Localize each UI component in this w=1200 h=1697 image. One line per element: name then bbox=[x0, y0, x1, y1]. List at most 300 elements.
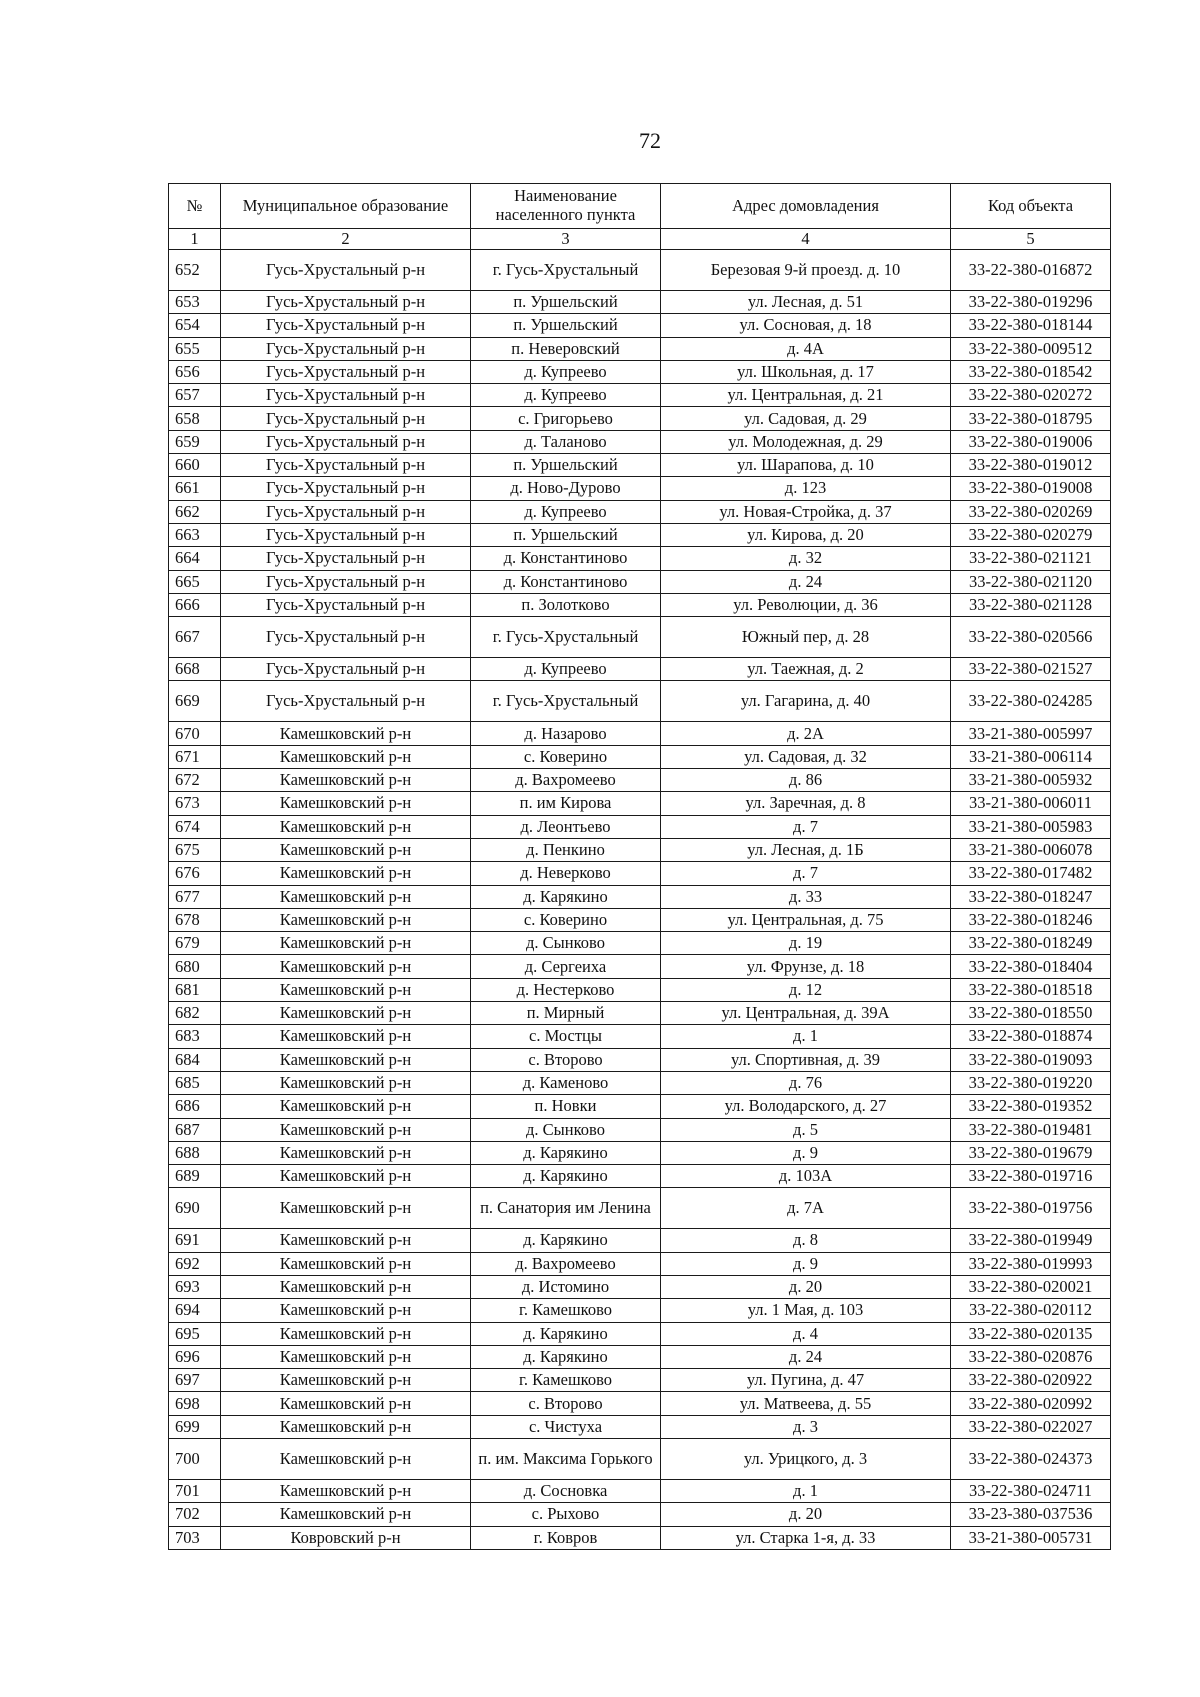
object-code-cell: 33-22-380-017482 bbox=[951, 862, 1111, 885]
row-number: 685 bbox=[169, 1071, 221, 1094]
address-cell: д. 20 bbox=[661, 1275, 951, 1298]
address-cell: д. 9 bbox=[661, 1252, 951, 1275]
table-row bbox=[169, 838, 1111, 861]
municipality-cell: Гусь-Хрустальный р-н bbox=[221, 407, 471, 430]
municipality-cell: Гусь-Хрустальный р-н bbox=[221, 250, 471, 291]
municipality-cell: Камешковский р-н bbox=[221, 792, 471, 815]
table-row bbox=[169, 1369, 1111, 1392]
row-number: 657 bbox=[169, 384, 221, 407]
municipality-cell: Камешковский р-н bbox=[221, 1025, 471, 1048]
table-row bbox=[169, 908, 1111, 931]
settlement-cell: д. Нестерково bbox=[471, 978, 661, 1001]
table-row bbox=[169, 500, 1111, 523]
municipality-cell: Камешковский р-н bbox=[221, 1229, 471, 1252]
address-cell: д. 1 bbox=[661, 1480, 951, 1503]
municipality-cell: Камешковский р-н bbox=[221, 1095, 471, 1118]
table-row bbox=[169, 1322, 1111, 1345]
object-code-cell: 33-22-380-018144 bbox=[951, 314, 1111, 337]
header-municipality: Муниципальное образование bbox=[221, 184, 471, 229]
object-code-cell: 33-22-380-019679 bbox=[951, 1141, 1111, 1164]
settlement-cell: д. Карякино bbox=[471, 885, 661, 908]
object-code-cell: 33-22-380-019296 bbox=[951, 291, 1111, 314]
row-number: 671 bbox=[169, 745, 221, 768]
settlement-cell: п. Уршельский bbox=[471, 314, 661, 337]
settlement-cell: д. Купреево bbox=[471, 500, 661, 523]
settlement-cell: п. Уршельский bbox=[471, 523, 661, 546]
settlement-cell: д. Карякино bbox=[471, 1141, 661, 1164]
settlement-cell: п. им. Максима Горького bbox=[471, 1439, 661, 1480]
municipality-cell: Гусь-Хрустальный р-н bbox=[221, 360, 471, 383]
row-number: 658 bbox=[169, 407, 221, 430]
table-row bbox=[169, 1165, 1111, 1188]
address-cell: ул. Таежная, д. 2 bbox=[661, 658, 951, 681]
address-cell: д. 5 bbox=[661, 1118, 951, 1141]
row-number: 654 bbox=[169, 314, 221, 337]
row-number: 695 bbox=[169, 1322, 221, 1345]
row-number: 702 bbox=[169, 1503, 221, 1526]
table-row bbox=[169, 617, 1111, 658]
object-code-cell: 33-22-380-021121 bbox=[951, 547, 1111, 570]
municipality-cell: Камешковский р-н bbox=[221, 908, 471, 931]
object-code-cell: 33-22-380-019006 bbox=[951, 430, 1111, 453]
address-cell: ул. Урицкого, д. 3 bbox=[661, 1439, 951, 1480]
object-code-cell: 33-22-380-019220 bbox=[951, 1071, 1111, 1094]
row-number: 692 bbox=[169, 1252, 221, 1275]
row-number: 669 bbox=[169, 681, 221, 722]
table-row bbox=[169, 1439, 1111, 1480]
table-row bbox=[169, 1229, 1111, 1252]
page-number: 72 bbox=[639, 128, 661, 153]
row-number: 703 bbox=[169, 1526, 221, 1549]
object-code-cell: 33-22-380-022027 bbox=[951, 1415, 1111, 1438]
table-row bbox=[169, 407, 1111, 430]
municipality-cell: Камешковский р-н bbox=[221, 1188, 471, 1229]
settlement-cell: д. Сосновка bbox=[471, 1480, 661, 1503]
address-cell: ул. Пугина, д. 47 bbox=[661, 1369, 951, 1392]
row-number: 698 bbox=[169, 1392, 221, 1415]
object-code-cell: 33-22-380-021128 bbox=[951, 593, 1111, 616]
table-row bbox=[169, 932, 1111, 955]
address-cell: ул. Садовая, д. 32 bbox=[661, 745, 951, 768]
row-number: 694 bbox=[169, 1299, 221, 1322]
municipality-cell: Камешковский р-н bbox=[221, 1392, 471, 1415]
object-code-cell: 33-21-380-005731 bbox=[951, 1526, 1111, 1549]
object-code-cell: 33-22-380-020922 bbox=[951, 1369, 1111, 1392]
settlement-cell: д. Пенкино bbox=[471, 838, 661, 861]
object-code-cell: 33-22-380-020135 bbox=[951, 1322, 1111, 1345]
address-cell: ул. Лесная, д. 1Б bbox=[661, 838, 951, 861]
settlement-cell: д. Вахромеево bbox=[471, 1252, 661, 1275]
object-code-cell: 33-21-380-006011 bbox=[951, 792, 1111, 815]
address-cell: ул. Володарского, д. 27 bbox=[661, 1095, 951, 1118]
object-code-cell: 33-22-380-019012 bbox=[951, 454, 1111, 477]
address-cell: ул. Гагарина, д. 40 bbox=[661, 681, 951, 722]
table-header bbox=[169, 184, 1111, 250]
table-row bbox=[169, 430, 1111, 453]
municipality-cell: Камешковский р-н bbox=[221, 862, 471, 885]
municipality-cell: Камешковский р-н bbox=[221, 1369, 471, 1392]
settlement-cell: с. Рыхово bbox=[471, 1503, 661, 1526]
settlement-cell: д. Назарово bbox=[471, 722, 661, 745]
row-number: 678 bbox=[169, 908, 221, 931]
settlement-cell: д. Сергеиха bbox=[471, 955, 661, 978]
row-number: 656 bbox=[169, 360, 221, 383]
row-number: 670 bbox=[169, 722, 221, 745]
address-cell: д. 7 bbox=[661, 862, 951, 885]
header-object-code: Код объекта bbox=[951, 184, 1111, 229]
settlement-cell: д. Истомино bbox=[471, 1275, 661, 1298]
object-code-cell: 33-22-380-019716 bbox=[951, 1165, 1111, 1188]
address-cell: ул. Центральная, д. 39А bbox=[661, 1002, 951, 1025]
settlement-cell: п. им Кирова bbox=[471, 792, 661, 815]
settlement-cell: д. Карякино bbox=[471, 1322, 661, 1345]
row-number: 691 bbox=[169, 1229, 221, 1252]
row-number: 673 bbox=[169, 792, 221, 815]
table-row bbox=[169, 1392, 1111, 1415]
municipality-cell: Камешковский р-н bbox=[221, 1048, 471, 1071]
municipality-cell: Камешковский р-н bbox=[221, 955, 471, 978]
settlement-cell: п. Санатория им Ленина bbox=[471, 1188, 661, 1229]
address-cell: ул. Садовая, д. 29 bbox=[661, 407, 951, 430]
table-row bbox=[169, 1252, 1111, 1275]
settlement-cell: п. Неверовский bbox=[471, 337, 661, 360]
object-code-cell: 33-22-380-016872 bbox=[951, 250, 1111, 291]
table-row bbox=[169, 955, 1111, 978]
row-number: 675 bbox=[169, 838, 221, 861]
municipality-cell: Гусь-Хрустальный р-н bbox=[221, 477, 471, 500]
households-table bbox=[168, 183, 1111, 1550]
table-row bbox=[169, 477, 1111, 500]
object-code-cell: 33-22-380-024373 bbox=[951, 1439, 1111, 1480]
address-cell: д. 103А bbox=[661, 1165, 951, 1188]
table-row bbox=[169, 1095, 1111, 1118]
table-row bbox=[169, 1480, 1111, 1503]
row-number: 672 bbox=[169, 769, 221, 792]
object-code-cell: 33-22-380-020992 bbox=[951, 1392, 1111, 1415]
table-row bbox=[169, 681, 1111, 722]
table-row bbox=[169, 745, 1111, 768]
settlement-cell: с. Второво bbox=[471, 1392, 661, 1415]
municipality-cell: Камешковский р-н bbox=[221, 1299, 471, 1322]
settlement-cell: д. Купреево bbox=[471, 360, 661, 383]
municipality-cell: Камешковский р-н bbox=[221, 815, 471, 838]
row-number: 663 bbox=[169, 523, 221, 546]
table-row bbox=[169, 862, 1111, 885]
object-code-cell: 33-22-380-021527 bbox=[951, 658, 1111, 681]
header-address: Адрес домовладения bbox=[661, 184, 951, 229]
object-code-cell: 33-22-380-018249 bbox=[951, 932, 1111, 955]
address-cell: ул. Школьная, д. 17 bbox=[661, 360, 951, 383]
address-cell: ул. Заречная, д. 8 bbox=[661, 792, 951, 815]
settlement-cell: д. Купреево bbox=[471, 658, 661, 681]
object-code-cell: 33-22-380-020112 bbox=[951, 1299, 1111, 1322]
row-number: 674 bbox=[169, 815, 221, 838]
municipality-cell: Камешковский р-н bbox=[221, 1141, 471, 1164]
column-number: 4 bbox=[661, 229, 951, 250]
table-body bbox=[169, 250, 1111, 1550]
municipality-cell: Камешковский р-н bbox=[221, 1165, 471, 1188]
row-number: 661 bbox=[169, 477, 221, 500]
object-code-cell: 33-22-380-009512 bbox=[951, 337, 1111, 360]
object-code-cell: 33-21-380-005997 bbox=[951, 722, 1111, 745]
object-code-cell: 33-21-380-006078 bbox=[951, 838, 1111, 861]
settlement-cell: д. Сынково bbox=[471, 932, 661, 955]
settlement-cell: с. Мостцы bbox=[471, 1025, 661, 1048]
row-number: 679 bbox=[169, 932, 221, 955]
municipality-cell: Ковровский р-н bbox=[221, 1526, 471, 1549]
row-number: 693 bbox=[169, 1275, 221, 1298]
object-code-cell: 33-22-380-024285 bbox=[951, 681, 1111, 722]
object-code-cell: 33-23-380-037536 bbox=[951, 1503, 1111, 1526]
row-number: 686 bbox=[169, 1095, 221, 1118]
table-row bbox=[169, 291, 1111, 314]
settlement-cell: с. Чистуха bbox=[471, 1415, 661, 1438]
table-row bbox=[169, 815, 1111, 838]
table-row bbox=[169, 1299, 1111, 1322]
municipality-cell: Камешковский р-н bbox=[221, 1322, 471, 1345]
column-number: 5 bbox=[951, 229, 1111, 250]
address-cell: д. 19 bbox=[661, 932, 951, 955]
municipality-cell: Камешковский р-н bbox=[221, 885, 471, 908]
settlement-cell: д. Таланово bbox=[471, 430, 661, 453]
object-code-cell: 33-22-380-020272 bbox=[951, 384, 1111, 407]
address-cell: д. 20 bbox=[661, 1503, 951, 1526]
address-cell: д. 1 bbox=[661, 1025, 951, 1048]
row-number: 681 bbox=[169, 978, 221, 1001]
object-code-cell: 33-22-380-019949 bbox=[951, 1229, 1111, 1252]
object-code-cell: 33-22-380-020566 bbox=[951, 617, 1111, 658]
municipality-cell: Гусь-Хрустальный р-н bbox=[221, 314, 471, 337]
municipality-cell: Гусь-Хрустальный р-н bbox=[221, 523, 471, 546]
settlement-cell: с. Коверино bbox=[471, 908, 661, 931]
table-row bbox=[169, 1345, 1111, 1368]
object-code-cell: 33-22-380-018247 bbox=[951, 885, 1111, 908]
municipality-cell: Гусь-Хрустальный р-н bbox=[221, 430, 471, 453]
table-row bbox=[169, 722, 1111, 745]
municipality-cell: Камешковский р-н bbox=[221, 838, 471, 861]
address-cell: д. 86 bbox=[661, 769, 951, 792]
address-cell: д. 33 bbox=[661, 885, 951, 908]
table-row bbox=[169, 1188, 1111, 1229]
address-cell: Южный пер, д. 28 bbox=[661, 617, 951, 658]
row-number: 687 bbox=[169, 1118, 221, 1141]
municipality-cell: Камешковский р-н bbox=[221, 745, 471, 768]
table-row bbox=[169, 360, 1111, 383]
row-number: 680 bbox=[169, 955, 221, 978]
row-number: 660 bbox=[169, 454, 221, 477]
settlement-cell: п. Уршельский bbox=[471, 291, 661, 314]
municipality-cell: Гусь-Хрустальный р-н bbox=[221, 454, 471, 477]
row-number: 699 bbox=[169, 1415, 221, 1438]
row-number: 697 bbox=[169, 1369, 221, 1392]
address-cell: д. 4 bbox=[661, 1322, 951, 1345]
table-row bbox=[169, 250, 1111, 291]
object-code-cell: 33-22-380-019093 bbox=[951, 1048, 1111, 1071]
header-settlement: Наименование населенного пункта bbox=[471, 184, 661, 229]
object-code-cell: 33-21-380-006114 bbox=[951, 745, 1111, 768]
table-row bbox=[169, 1071, 1111, 1094]
object-code-cell: 33-22-380-024711 bbox=[951, 1480, 1111, 1503]
object-code-cell: 33-22-380-019756 bbox=[951, 1188, 1111, 1229]
table-row bbox=[169, 1415, 1111, 1438]
municipality-cell: Гусь-Хрустальный р-н bbox=[221, 547, 471, 570]
address-cell: ул. Фрунзе, д. 18 bbox=[661, 955, 951, 978]
object-code-cell: 33-22-380-018874 bbox=[951, 1025, 1111, 1048]
row-number: 662 bbox=[169, 500, 221, 523]
column-number: 1 bbox=[169, 229, 221, 250]
row-number: 688 bbox=[169, 1141, 221, 1164]
column-numbers-row bbox=[169, 229, 1111, 250]
municipality-cell: Гусь-Хрустальный р-н bbox=[221, 384, 471, 407]
object-code-cell: 33-22-380-018795 bbox=[951, 407, 1111, 430]
table-row bbox=[169, 792, 1111, 815]
table-row bbox=[169, 769, 1111, 792]
table-row bbox=[169, 593, 1111, 616]
address-cell: ул. 1 Мая, д. 103 bbox=[661, 1299, 951, 1322]
address-cell: д. 7 bbox=[661, 815, 951, 838]
row-number: 684 bbox=[169, 1048, 221, 1071]
municipality-cell: Камешковский р-н bbox=[221, 1439, 471, 1480]
table-row bbox=[169, 1275, 1111, 1298]
address-cell: ул. Центральная, д. 21 bbox=[661, 384, 951, 407]
settlement-cell: д. Неверково bbox=[471, 862, 661, 885]
settlement-cell: д. Леонтьево bbox=[471, 815, 661, 838]
address-cell: Березовая 9-й проезд. д. 10 bbox=[661, 250, 951, 291]
address-cell: ул. Молодежная, д. 29 bbox=[661, 430, 951, 453]
row-number: 690 bbox=[169, 1188, 221, 1229]
settlement-cell: д. Карякино bbox=[471, 1229, 661, 1252]
row-number: 667 bbox=[169, 617, 221, 658]
row-number: 683 bbox=[169, 1025, 221, 1048]
municipality-cell: Камешковский р-н bbox=[221, 1252, 471, 1275]
address-cell: д. 8 bbox=[661, 1229, 951, 1252]
table-row bbox=[169, 570, 1111, 593]
municipality-cell: Камешковский р-н bbox=[221, 722, 471, 745]
address-cell: д. 24 bbox=[661, 1345, 951, 1368]
settlement-cell: д. Ново-Дурово bbox=[471, 477, 661, 500]
address-cell: ул. Старка 1-я, д. 33 bbox=[661, 1526, 951, 1549]
address-cell: д. 4А bbox=[661, 337, 951, 360]
address-cell: ул. Сосновая, д. 18 bbox=[661, 314, 951, 337]
municipality-cell: Камешковский р-н bbox=[221, 1345, 471, 1368]
address-cell: д. 3 bbox=[661, 1415, 951, 1438]
settlement-cell: г. Гусь-Хрустальный bbox=[471, 250, 661, 291]
municipality-cell: Камешковский р-н bbox=[221, 978, 471, 1001]
address-cell: д. 76 bbox=[661, 1071, 951, 1094]
municipality-cell: Гусь-Хрустальный р-н bbox=[221, 570, 471, 593]
settlement-cell: с. Второво bbox=[471, 1048, 661, 1071]
address-cell: д. 24 bbox=[661, 570, 951, 593]
table-row bbox=[169, 384, 1111, 407]
address-cell: ул. Новая-Стройка, д. 37 bbox=[661, 500, 951, 523]
municipality-cell: Гусь-Хрустальный р-н bbox=[221, 337, 471, 360]
municipality-cell: Камешковский р-н bbox=[221, 1002, 471, 1025]
object-code-cell: 33-22-380-021120 bbox=[951, 570, 1111, 593]
settlement-cell: с. Коверино bbox=[471, 745, 661, 768]
table-row bbox=[169, 1025, 1111, 1048]
table-row bbox=[169, 523, 1111, 546]
settlement-cell: д. Купреево bbox=[471, 384, 661, 407]
settlement-cell: д. Константиново bbox=[471, 570, 661, 593]
object-code-cell: 33-22-380-018550 bbox=[951, 1002, 1111, 1025]
settlement-cell: п. Уршельский bbox=[471, 454, 661, 477]
row-number: 665 bbox=[169, 570, 221, 593]
settlement-cell: г. Гусь-Хрустальный bbox=[471, 681, 661, 722]
object-code-cell: 33-22-380-018246 bbox=[951, 908, 1111, 931]
object-code-cell: 33-22-380-020269 bbox=[951, 500, 1111, 523]
row-number: 676 bbox=[169, 862, 221, 885]
settlement-cell: с. Григорьево bbox=[471, 407, 661, 430]
address-cell: д. 123 bbox=[661, 477, 951, 500]
settlement-cell: д. Каменово bbox=[471, 1071, 661, 1094]
address-cell: д. 2А bbox=[661, 722, 951, 745]
address-cell: ул. Кирова, д. 20 bbox=[661, 523, 951, 546]
municipality-cell: Гусь-Хрустальный р-н bbox=[221, 593, 471, 616]
header-row bbox=[169, 184, 1111, 229]
settlement-cell: д. Константиново bbox=[471, 547, 661, 570]
municipality-cell: Гусь-Хрустальный р-н bbox=[221, 500, 471, 523]
municipality-cell: Камешковский р-н bbox=[221, 1415, 471, 1438]
settlement-cell: п. Новки bbox=[471, 1095, 661, 1118]
address-cell: д. 32 bbox=[661, 547, 951, 570]
table-row bbox=[169, 1118, 1111, 1141]
settlement-cell: г. Ковров bbox=[471, 1526, 661, 1549]
row-number: 666 bbox=[169, 593, 221, 616]
municipality-cell: Камешковский р-н bbox=[221, 1071, 471, 1094]
row-number: 653 bbox=[169, 291, 221, 314]
settlement-cell: п. Золотково bbox=[471, 593, 661, 616]
table-row bbox=[169, 314, 1111, 337]
row-number: 689 bbox=[169, 1165, 221, 1188]
settlement-cell: п. Мирный bbox=[471, 1002, 661, 1025]
settlement-cell: г. Камешково bbox=[471, 1299, 661, 1322]
municipality-cell: Камешковский р-н bbox=[221, 932, 471, 955]
row-number: 700 bbox=[169, 1439, 221, 1480]
object-code-cell: 33-21-380-005983 bbox=[951, 815, 1111, 838]
object-code-cell: 33-22-380-018542 bbox=[951, 360, 1111, 383]
table-row bbox=[169, 1526, 1111, 1549]
column-number: 2 bbox=[221, 229, 471, 250]
object-code-cell: 33-22-380-020021 bbox=[951, 1275, 1111, 1298]
row-number: 677 bbox=[169, 885, 221, 908]
table-row bbox=[169, 885, 1111, 908]
row-number: 701 bbox=[169, 1480, 221, 1503]
municipality-cell: Камешковский р-н bbox=[221, 1503, 471, 1526]
address-cell: д. 12 bbox=[661, 978, 951, 1001]
table-row bbox=[169, 547, 1111, 570]
municipality-cell: Камешковский р-н bbox=[221, 769, 471, 792]
table-row bbox=[169, 337, 1111, 360]
table-row bbox=[169, 1141, 1111, 1164]
settlement-cell: д. Вахромеево bbox=[471, 769, 661, 792]
settlement-cell: г. Камешково bbox=[471, 1369, 661, 1392]
object-code-cell: 33-22-380-019993 bbox=[951, 1252, 1111, 1275]
address-cell: ул. Спортивная, д. 39 bbox=[661, 1048, 951, 1071]
municipality-cell: Камешковский р-н bbox=[221, 1275, 471, 1298]
row-number: 668 bbox=[169, 658, 221, 681]
settlement-cell: г. Гусь-Хрустальный bbox=[471, 617, 661, 658]
object-code-cell: 33-22-380-018404 bbox=[951, 955, 1111, 978]
municipality-cell: Камешковский р-н bbox=[221, 1480, 471, 1503]
object-code-cell: 33-22-380-020279 bbox=[951, 523, 1111, 546]
address-cell: ул. Центральная, д. 75 bbox=[661, 908, 951, 931]
address-cell: ул. Лесная, д. 51 bbox=[661, 291, 951, 314]
object-code-cell: 33-22-380-018518 bbox=[951, 978, 1111, 1001]
settlement-cell: д. Карякино bbox=[471, 1165, 661, 1188]
row-number: 652 bbox=[169, 250, 221, 291]
object-code-cell: 33-21-380-005932 bbox=[951, 769, 1111, 792]
municipality-cell: Гусь-Хрустальный р-н bbox=[221, 617, 471, 658]
